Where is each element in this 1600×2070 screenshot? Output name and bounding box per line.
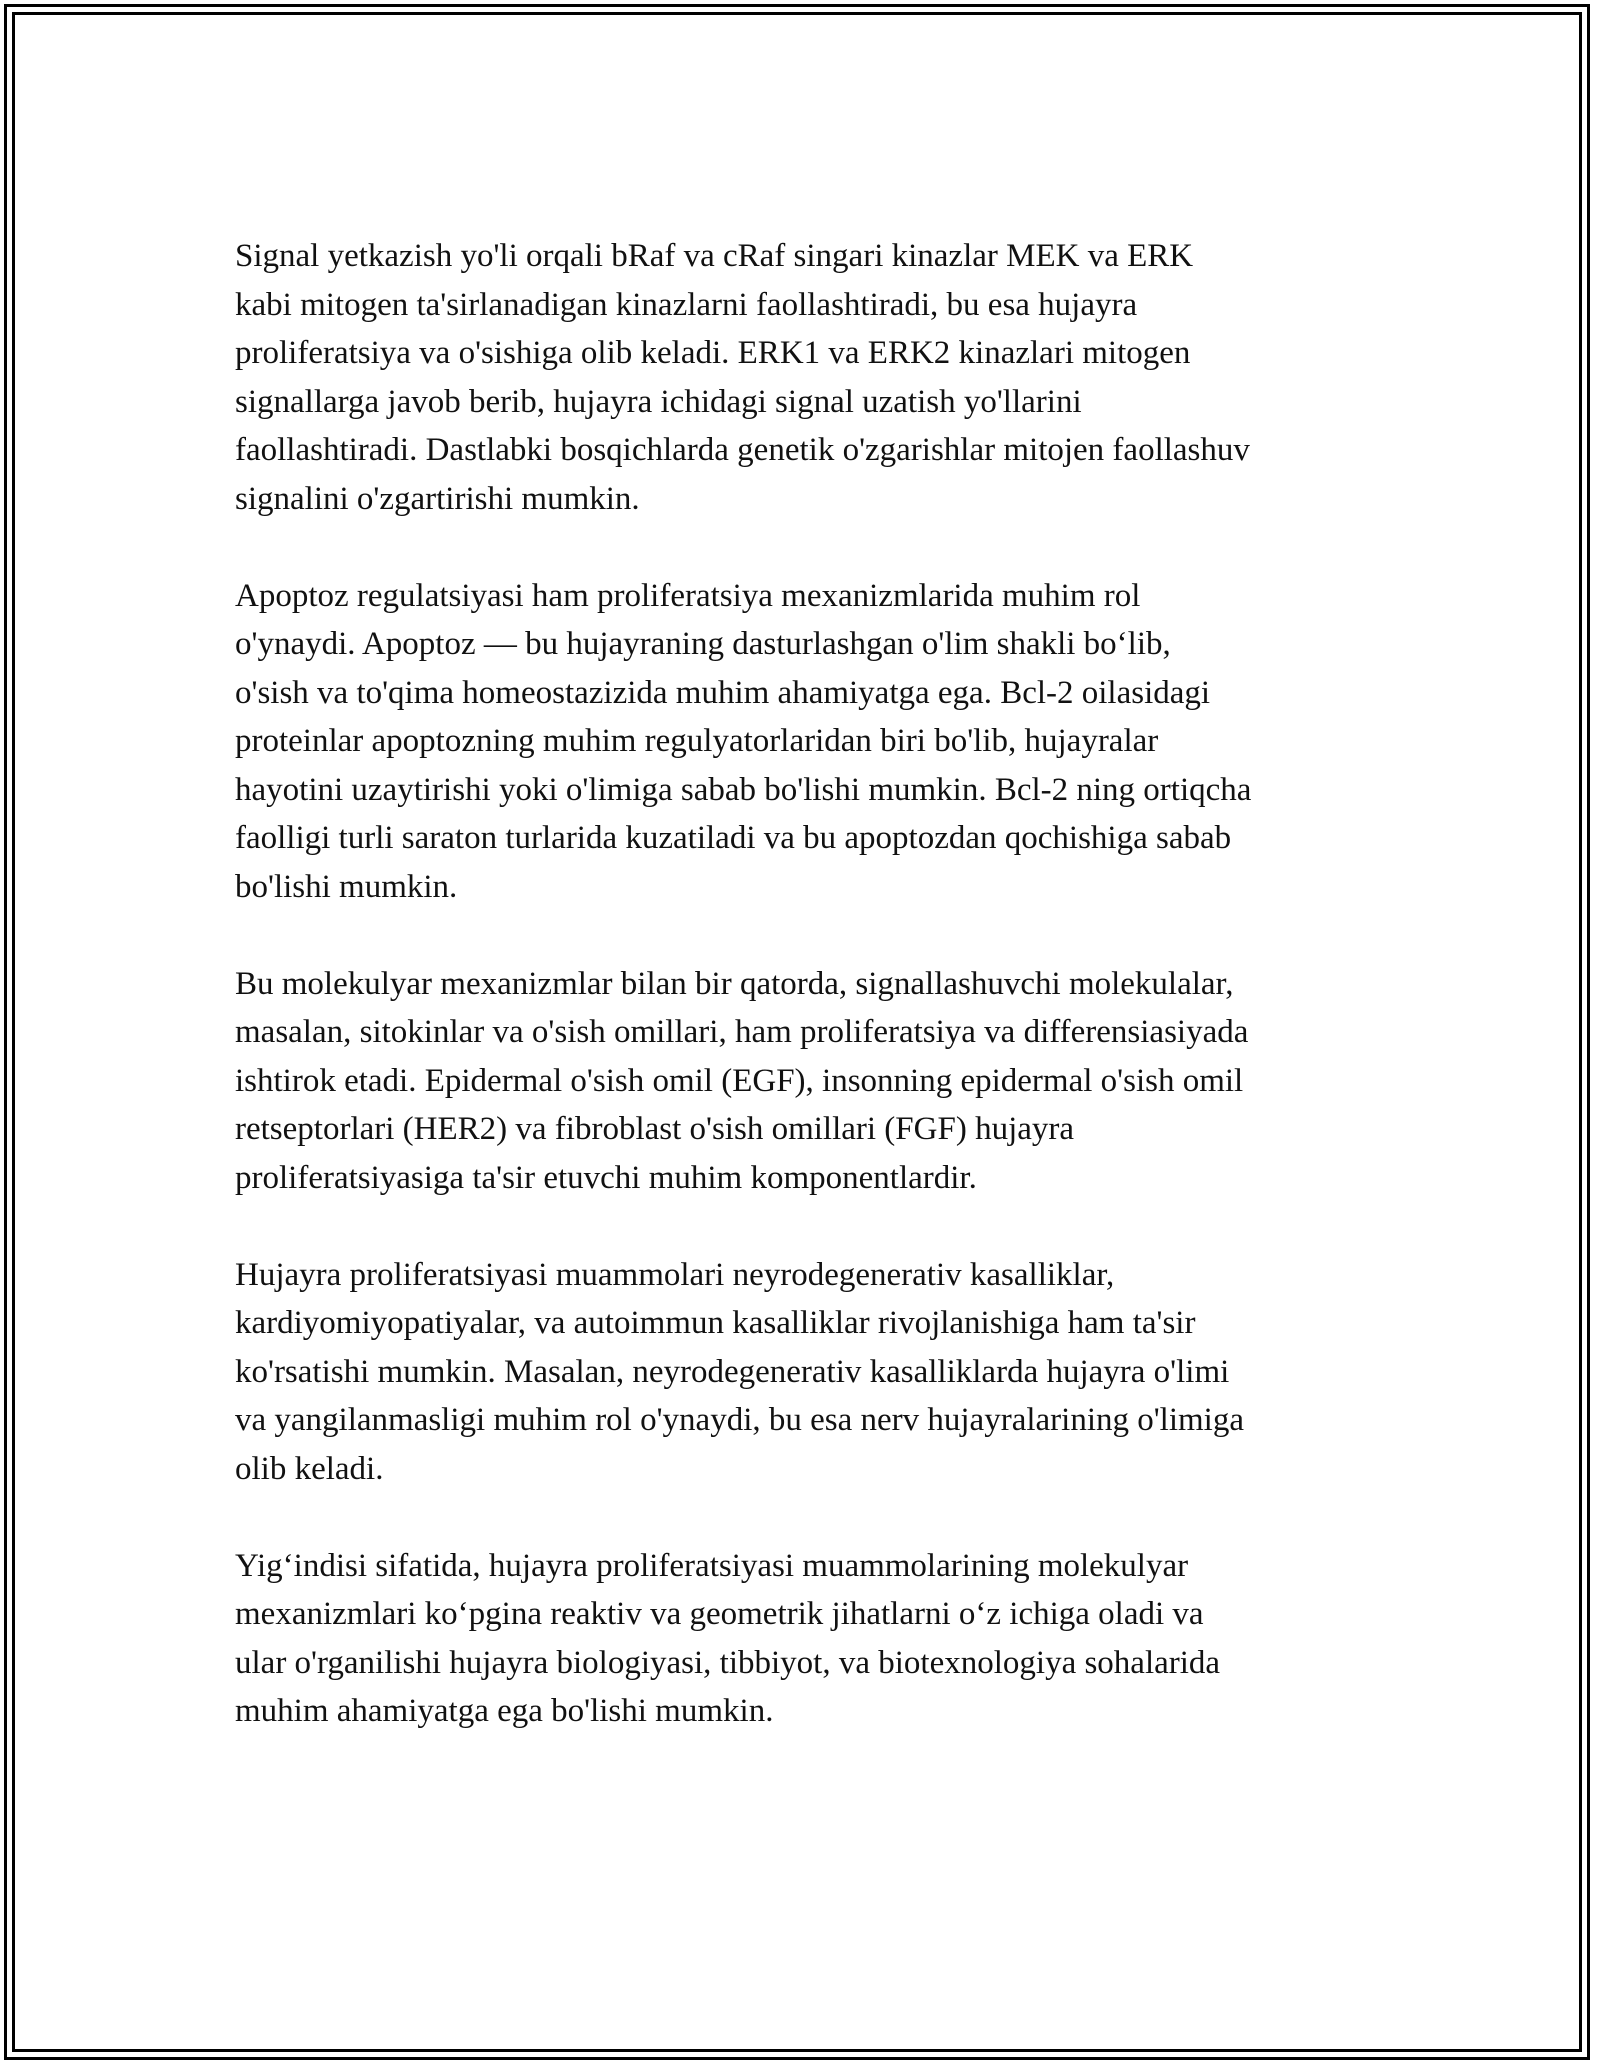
text-line: retseptorlari (HER2) va fibroblast o'sish omillari (FGF) hujayra xyxy=(235,1111,1075,1147)
text-line: hayotini uzaytirishi yoki o'limiga sabab bo'lishi mumkin. Bcl-2 ning ortiqcha xyxy=(235,771,1252,808)
text-line: olib keladi. xyxy=(235,1450,384,1487)
text-line: Signal yetkazish yo'li orqali bRaf va cRaf singari kinazlar MEK va ERK xyxy=(235,238,1194,274)
text-line: masalan, sitokinlar va o'sish omillari, ham proliferatsiya va differensiasiyada xyxy=(235,1014,1249,1050)
text-line: va yangilanmasligi muhim rol o'ynaydi, bu esa nerv hujayralarining o'limiga xyxy=(235,1402,1244,1438)
text-line: kabi mitogen ta'sirlanadigan kinazlarni faollashtiradi, bu esa hujayra xyxy=(235,286,1138,323)
text-line: ular o'rganilishi hujayra biologiyasi, tibbiyot, va biotexnologiya sohalarida xyxy=(235,1644,1221,1681)
text-line: kardiyomiyopatiyalar, va autoimmun kasalliklar rivojlanishiga ham ta'sir xyxy=(235,1305,1196,1341)
paragraph-signal-pathway xyxy=(235,232,1375,523)
text-line: muhim ahamiyatga ega bo'lishi mumkin. xyxy=(235,1693,774,1729)
text-line: signallarga javob berib, hujayra ichidagi signal uzatish yo'llarini xyxy=(235,383,1082,420)
text-line: proliferatsiya va o'sishiga olib keladi. ERK1 va ERK2 kinazlari mitogen xyxy=(235,335,1191,371)
paragraph-diseases xyxy=(235,1251,1375,1494)
text-line: o'ynaydi. Apoptoz — bu hujayraning dasturlashgan o'lim shakli boʻlib, xyxy=(235,626,1171,662)
document-body xyxy=(235,232,1375,1784)
paragraph-signaling-molecules xyxy=(235,960,1375,1203)
text-line: ko'rsatishi mumkin. Masalan, neyrodegenerativ kasalliklarda hujayra o'limi xyxy=(235,1353,1230,1390)
text-line: Apoptoz regulatsiyasi ham proliferatsiya mexanizmlarida muhim rol xyxy=(235,577,1141,614)
text-line: proliferatsiyasiga ta'sir etuvchi muhim komponentlardir. xyxy=(235,1159,977,1196)
text-line: bo'lishi mumkin. xyxy=(235,868,458,905)
paragraph-apoptosis xyxy=(235,572,1375,912)
text-line: o'sish va to'qima homeostazizida muhim ahamiyatga ega. Bcl-2 oilasidagi xyxy=(235,674,1211,711)
text-line: Bu molekulyar mexanizmlar bilan bir qatorda, signallashuvchi molekulalar, xyxy=(235,965,1234,1002)
text-line: Hujayra proliferatsiyasi muammolari neyrodegenerativ kasalliklar, xyxy=(235,1256,1115,1293)
text-line: signalini o'zgartirishi mumkin. xyxy=(235,480,640,517)
text-line: ishtirok etadi. Epidermal o'sish omil (EGF), insonning epidermal o'sish omil xyxy=(235,1062,1244,1099)
text-line: faollashtiradi. Dastlabki bosqichlarda genetik o'zgarishlar mitojen faollashuv xyxy=(235,432,1250,468)
paragraph-summary xyxy=(235,1542,1375,1736)
text-line: faolligi turli saraton turlarida kuzatiladi va bu apoptozdan qochishiga sabab xyxy=(235,820,1232,856)
text-line: Yigʻindisi sifatida, hujayra proliferatsiyasi muammolarining molekulyar xyxy=(235,1547,1189,1584)
text-line: proteinlar apoptozning muhim regulyatorlaridan biri bo'lib, hujayralar xyxy=(235,723,1159,759)
text-line: mexanizmlari koʻpgina reaktiv va geometrik jihatlarni oʻz ichiga oladi va xyxy=(235,1596,1204,1632)
